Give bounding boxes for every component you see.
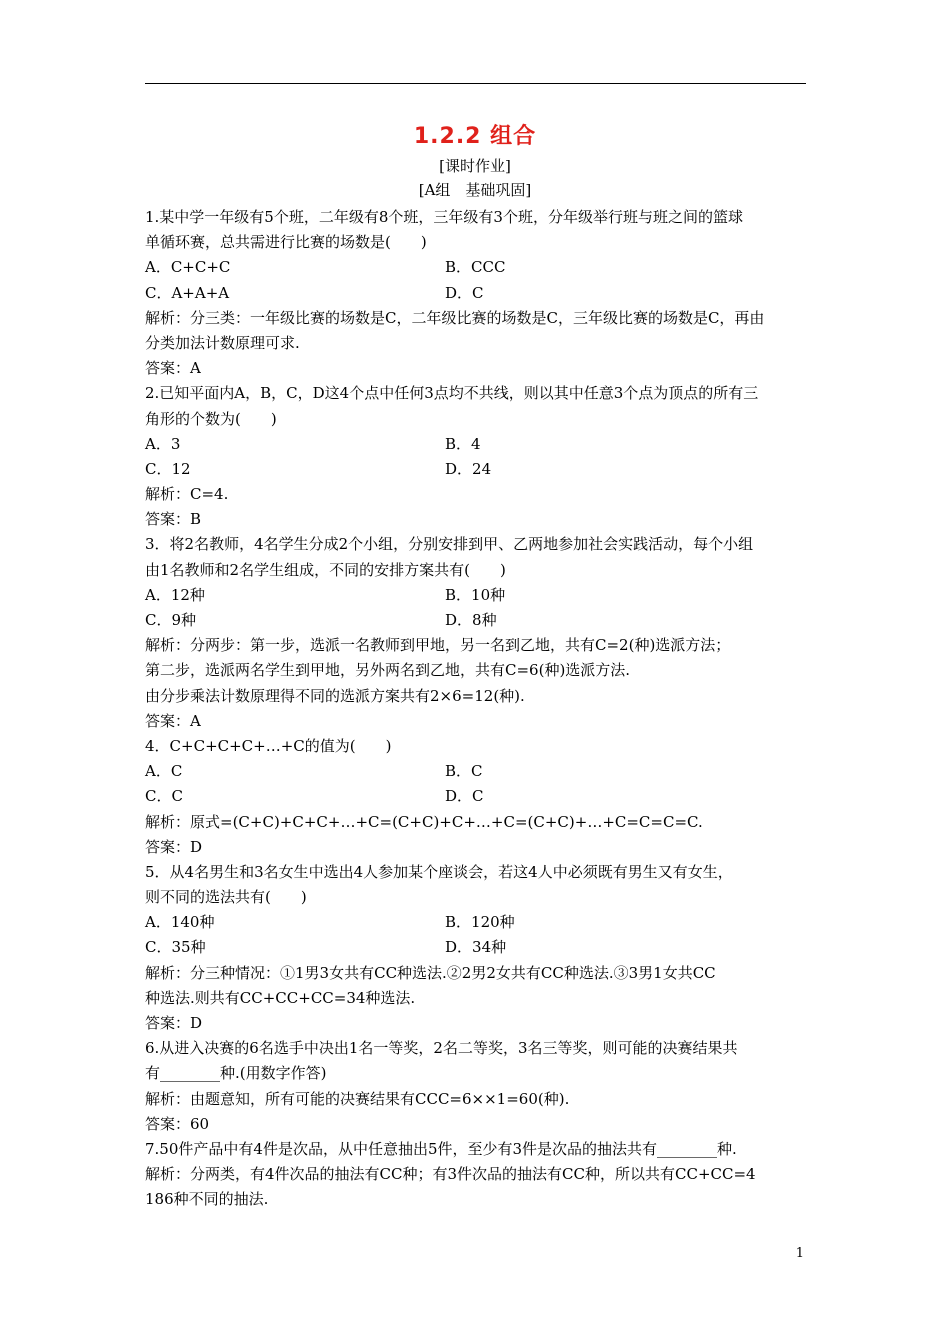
- text-line: 有________种.(用数字作答): [145, 1064, 327, 1083]
- option-row: [145, 759, 810, 784]
- option-right: D．34种: [445, 938, 507, 957]
- text-line: 5．从4名男生和3名女生中选出4人参加某个座谈会，若这4人中必须既有男生又有女生，: [145, 862, 733, 881]
- option-right: B．CCC: [445, 258, 506, 277]
- option-row: [145, 910, 810, 935]
- option-row: [145, 432, 810, 457]
- text-line: 解析：由题意知，所有可能的决赛结果有CCC=6××1=60(种).: [145, 1089, 570, 1108]
- text-line: 则不同的选法共有( ): [145, 888, 307, 907]
- text-line: 答案：D: [145, 1014, 203, 1032]
- text-line: 答案：B: [145, 510, 202, 529]
- text-line: 答案：A: [145, 711, 201, 730]
- text-line: 解析：分两类，有4件次品的抽法有CC种；有3件次品的抽法有CC种，所以共有CC+CC=4: [145, 1165, 756, 1184]
- option-left: A．12种: [145, 585, 205, 604]
- text-line: 角形的个数为( ): [145, 409, 277, 428]
- text-line: 分类加法计数原理可求.: [145, 333, 300, 352]
- option-left: A．C+C+C: [145, 258, 231, 277]
- text-line: 7.50件产品中有4件是次品，从中任意抽出5件，至少有3件是次品的抽法共有________种.: [145, 1139, 737, 1158]
- option-row: [145, 281, 810, 306]
- option-row: [145, 457, 810, 482]
- document-body: [145, 205, 810, 1213]
- option-row: [145, 255, 810, 280]
- option-left: C．9种: [145, 611, 197, 629]
- subtitle: [课时作业]: [439, 157, 511, 175]
- option-left: A．C: [145, 762, 183, 781]
- text-line: 1.某中学一年级有5个班，二年级有8个班，三年级有3个班，分年级举行班与班之间的篮球: [145, 208, 743, 226]
- text-line: 第二步，选派两名学生到甲地，另外两名到乙地，共有C=6(种)选派方法.: [145, 661, 631, 680]
- option-row: [145, 935, 810, 960]
- text-line: 4．C+C+C+C+…+C的值为( ): [145, 736, 392, 755]
- text-line: 解析：原式=(C+C)+C+C+…+C=(C+C)+C+…+C=(C+C)+…+C=C=C=C.: [145, 812, 703, 831]
- option-right: B．4: [445, 434, 481, 453]
- section-heading: [A组 基础巩固]: [418, 181, 532, 199]
- text-line: 由分步乘法计数原理得不同的选派方案共有2×6=12(种).: [145, 686, 525, 705]
- option-right: D．8种: [445, 611, 497, 629]
- text-line: 答案：60: [145, 1114, 210, 1133]
- text-line: 解析：分三类：一年级比赛的场数是C，二年级比赛的场数是C，三年级比赛的场数是C，再由: [145, 308, 765, 327]
- option-right: B．10种: [445, 585, 506, 604]
- option-row: [145, 784, 810, 809]
- option-right: B．C: [445, 762, 483, 781]
- text-line: 6.从进入决赛的6名选手中决出1名一等奖，2名二等奖，3名三等奖，则可能的决赛结果共: [145, 1039, 738, 1058]
- text-line: 单循环赛，总共需进行比赛的场数是( ): [145, 233, 427, 252]
- text-line: 2.已知平面内A，B，C，D这4个点中任何3点均不共线，则以其中任意3个点为顶点的所有三: [145, 384, 759, 403]
- text-line: 3．将2名教师，4名学生分成2个小组，分别安排到甲、乙两地参加社会实践活动，每个小组: [145, 535, 754, 554]
- text-line: 种选法.则共有CC+CC+CC=34种选法.: [145, 988, 416, 1007]
- option-left: C．35种: [145, 938, 206, 957]
- text-line: 答案：D: [145, 837, 203, 856]
- option-row: [145, 583, 810, 608]
- text-line: 由1名教师和2名学生组成，不同的安排方案共有( ): [145, 560, 506, 579]
- option-right: B．120种: [445, 913, 515, 932]
- option-left: A．3: [145, 434, 181, 453]
- text-line: 解析：分两步：第一步，选派一名教师到甲地，另一名到乙地，共有C=2(种)选派方法；: [145, 636, 731, 655]
- option-left: C．A+A+A: [145, 283, 230, 302]
- option-left: C．12: [145, 459, 191, 478]
- document-title: 1.2.2 组合: [413, 124, 537, 149]
- text-line: 解析：分三种情况：①1男3女共有CC种选法.②2男2女共有CC种选法.③3男1女共CC: [145, 963, 716, 982]
- text-line: 答案：A: [145, 359, 201, 378]
- option-right: D．C: [445, 787, 484, 806]
- option-row: [145, 608, 810, 633]
- text-line: 解析：C=4.: [145, 485, 229, 504]
- header-rule: [145, 83, 806, 84]
- option-right: D．C: [445, 283, 484, 302]
- option-right: D．24: [445, 459, 492, 478]
- page-number: 1: [795, 1246, 804, 1261]
- text-line: 186种不同的抽法.: [145, 1190, 269, 1209]
- option-left: A．140种: [145, 913, 215, 932]
- option-left: C．C: [145, 787, 183, 806]
